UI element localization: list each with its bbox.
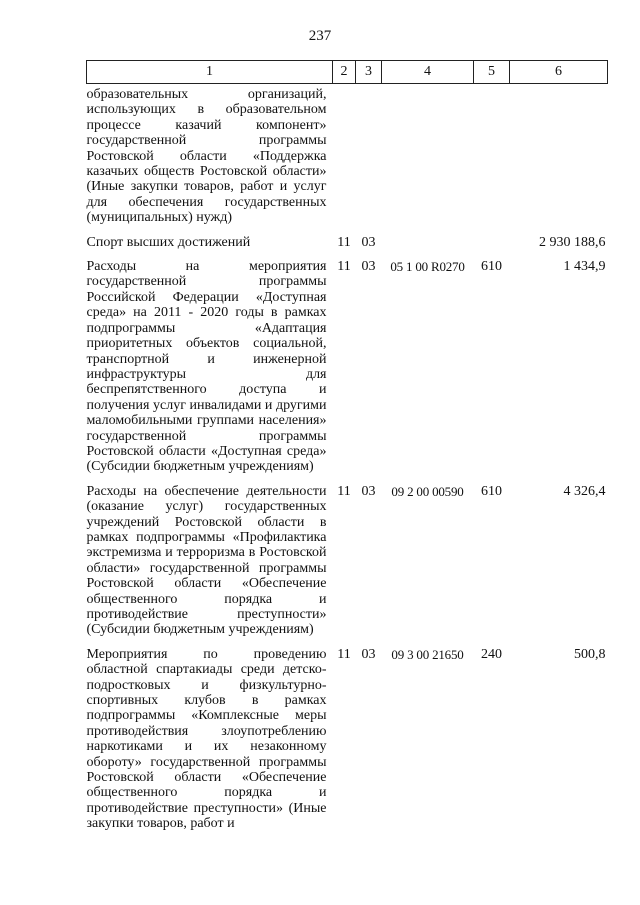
row-target-article: 05 1 00 R0270 [390,259,465,275]
row-expense-type [474,235,510,259]
page-number: 237 [308,28,332,44]
column-header-subsection: 3 [356,61,382,84]
row-target-article [382,84,474,235]
row-target-article [382,235,474,259]
row-subsection: 03 [361,234,376,250]
row-description: Расходы на обеспечение деятельности (оказание услуг) государственных учреждений Ростовской области в рамках подпрограммы «Профилактика экстремизма и терроризма в Ростовской области» государственной программы Ростовской области «Обеспечение общественного порядка и противодействие преступности» (Субсидии бюджетным учреждениям) [86,483,327,638]
column-header-expense-type: 5 [474,61,510,84]
row-section: 11 [337,259,351,275]
row-subsection [356,84,382,235]
row-amount: 1 434,9 [563,259,606,275]
row-amount [510,84,608,235]
row-section: 11 [337,483,351,499]
row-subsection: 03 [361,646,376,662]
table-row [87,647,608,841]
table-row [87,84,608,235]
row-section [333,84,356,235]
column-header-description: 1 [87,61,333,84]
row-expense-type: 610 [481,483,502,499]
row-subsection: 03 [361,259,376,275]
column-header-amount: 6 [510,61,608,84]
budget-table [86,60,608,841]
row-section: 11 [337,646,351,662]
row-amount: 500,8 [574,646,606,662]
row-expense-type: 610 [481,259,502,275]
row-description: Расходы на мероприятия государственной программы Российской Федерации «Доступная среда» на 2011 - 2020 годы в рамках подпрограммы «Адаптация приоритетных объектов социальной, транспортной и инженерной инфраструктуры для беспрепятственного доступа и получения услуг инвалидами и другими маломобильными группами населения» государственной программы Ростовской области «Доступная среда» (Субсидии бюджетным учреждениям) [86,259,327,475]
row-expense-type: 240 [481,646,502,662]
row-amount: 2 930 188,6 [539,234,606,250]
row-subsection: 03 [361,483,376,499]
table-row [87,259,608,484]
row-amount: 4 326,4 [563,483,606,499]
table-row [87,484,608,647]
column-header-section: 2 [333,61,356,84]
table-row [87,235,608,259]
row-target-article: 09 3 00 21650 [391,646,464,662]
row-target-article: 09 2 00 00590 [391,483,464,499]
row-description: Спорт высших достижений [86,234,251,250]
column-header-target-article: 4 [382,61,474,84]
row-section: 11 [337,234,351,250]
row-description: образовательных организаций, использующих в образовательном процессе казачий компонент» государственной программы Ростовской области «Поддержка казачьих обществ Ростовской области» (Иные закупки товаров, работ и услуг для обеспечения государственных (муниципальных) нужд) [86,87,327,226]
row-description: Мероприятия по проведению областной спартакиады среди детско-подростковых и физкультурно-спортивных клубов в рамках подпрограммы «Комплексные меры противодействия злоупотреблению наркотиками и их незаконному обороту» государственной программы Ростовской области «Обеспечение общественного порядка и противодействие преступности» (Иные закупки товаров, работ и [86,646,327,832]
table-header-row [87,61,608,84]
row-expense-type [474,84,510,235]
